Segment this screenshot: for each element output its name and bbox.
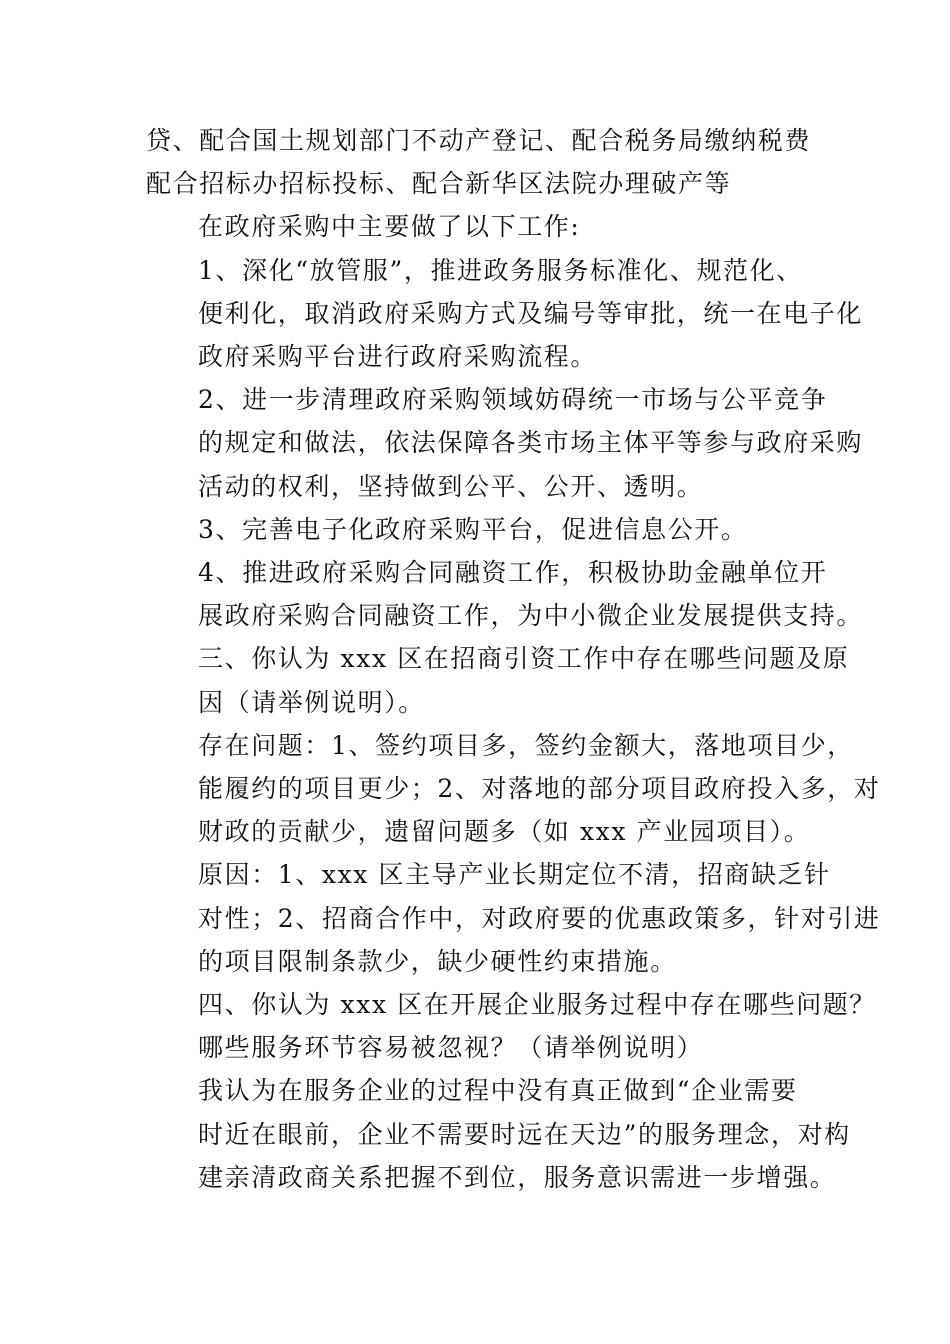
text-line: 的项目限制条款少，缺少硬性约束措施。 [198, 946, 677, 976]
text-line: 3、完善电子化政府采购平台，促进信息公开。 [198, 514, 748, 544]
text-line: 便利化，取消政府采购方式及编号等审批，统一在电子化 [198, 298, 864, 328]
text-line: 时近在眼前，企业不需要时远在天边”的服务理念，对构 [198, 1119, 851, 1149]
text-line: 贷、配合国土规划部门不动产登记、配合税务局缴纳税费 [146, 126, 812, 155]
paragraph-problems [146, 724, 881, 854]
text-line: 原因：1、xxx 区主导产业长期定位不清，招商缺乏针 [198, 860, 831, 890]
paragraph-causes [146, 853, 881, 983]
text-line: 在政府采购中主要做了以下工作: [198, 212, 581, 242]
text-line: 政府采购平台进行政府采购流程。 [198, 342, 598, 372]
text-line: 存在问题：1、签约项目多，签约金额大，落地项目少， [198, 730, 854, 760]
paragraph-item-2 [146, 378, 864, 508]
text-line: 活动的权利，坚持做到公平、公开、透明。 [198, 471, 704, 501]
text-line: 4、推进政府采购合同融资工作，积极协助金融单位开 [198, 558, 828, 588]
text-line: 1、深化“放管服”，推进政务服务标准化、规范化、 [198, 255, 803, 285]
text-line: 因（请举例说明）。 [198, 687, 425, 717]
paragraph-answer-four [146, 1069, 851, 1199]
text-line: 哪些服务环节容易被忽视？（请举例说明） [198, 1033, 704, 1063]
text-line: 建亲清政商关系把握不到位，服务意识需进一步增强。 [198, 1162, 837, 1192]
text-line: 的规定和做法，依法保障各类市场主体平等参与政府采购 [198, 428, 864, 458]
text-line: 能履约的项目更少；2、对落地的部分项目政府投入多，对 [198, 774, 881, 804]
paragraph-procurement-intro [146, 205, 816, 248]
text-line: 对性；2、招商合作中，对政府要的优惠政策多，针对引进 [198, 903, 881, 933]
question-four [146, 983, 876, 1069]
text-line: 2、进一步清理政府采购领域妨碍统一市场与公平竞争 [198, 385, 828, 415]
text-line: 配合招标办招标投标、配合新华区法院办理破产等 [146, 169, 732, 199]
text-line: 三、你认为 xxx 区在招商引资工作中存在哪些问题及原 [198, 644, 850, 674]
question-three [146, 637, 850, 723]
text-line: 我认为在服务企业的过程中没有真正做到“企业需要 [198, 1076, 798, 1106]
document-body [146, 119, 881, 1199]
paragraph-continuation [146, 119, 816, 205]
paragraph-item-4 [146, 551, 864, 637]
text-line: 财政的贡献少，遗留问题多（如 xxx 产业园项目）。 [198, 817, 811, 847]
paragraph-item-1 [146, 249, 864, 379]
paragraph-item-3 [146, 508, 816, 551]
text-line: 四、你认为 xxx 区在开展企业服务过程中存在哪些问题？ [198, 990, 876, 1020]
text-line: 展政府采购合同融资工作，为中小微企业发展提供支持。 [198, 601, 864, 631]
